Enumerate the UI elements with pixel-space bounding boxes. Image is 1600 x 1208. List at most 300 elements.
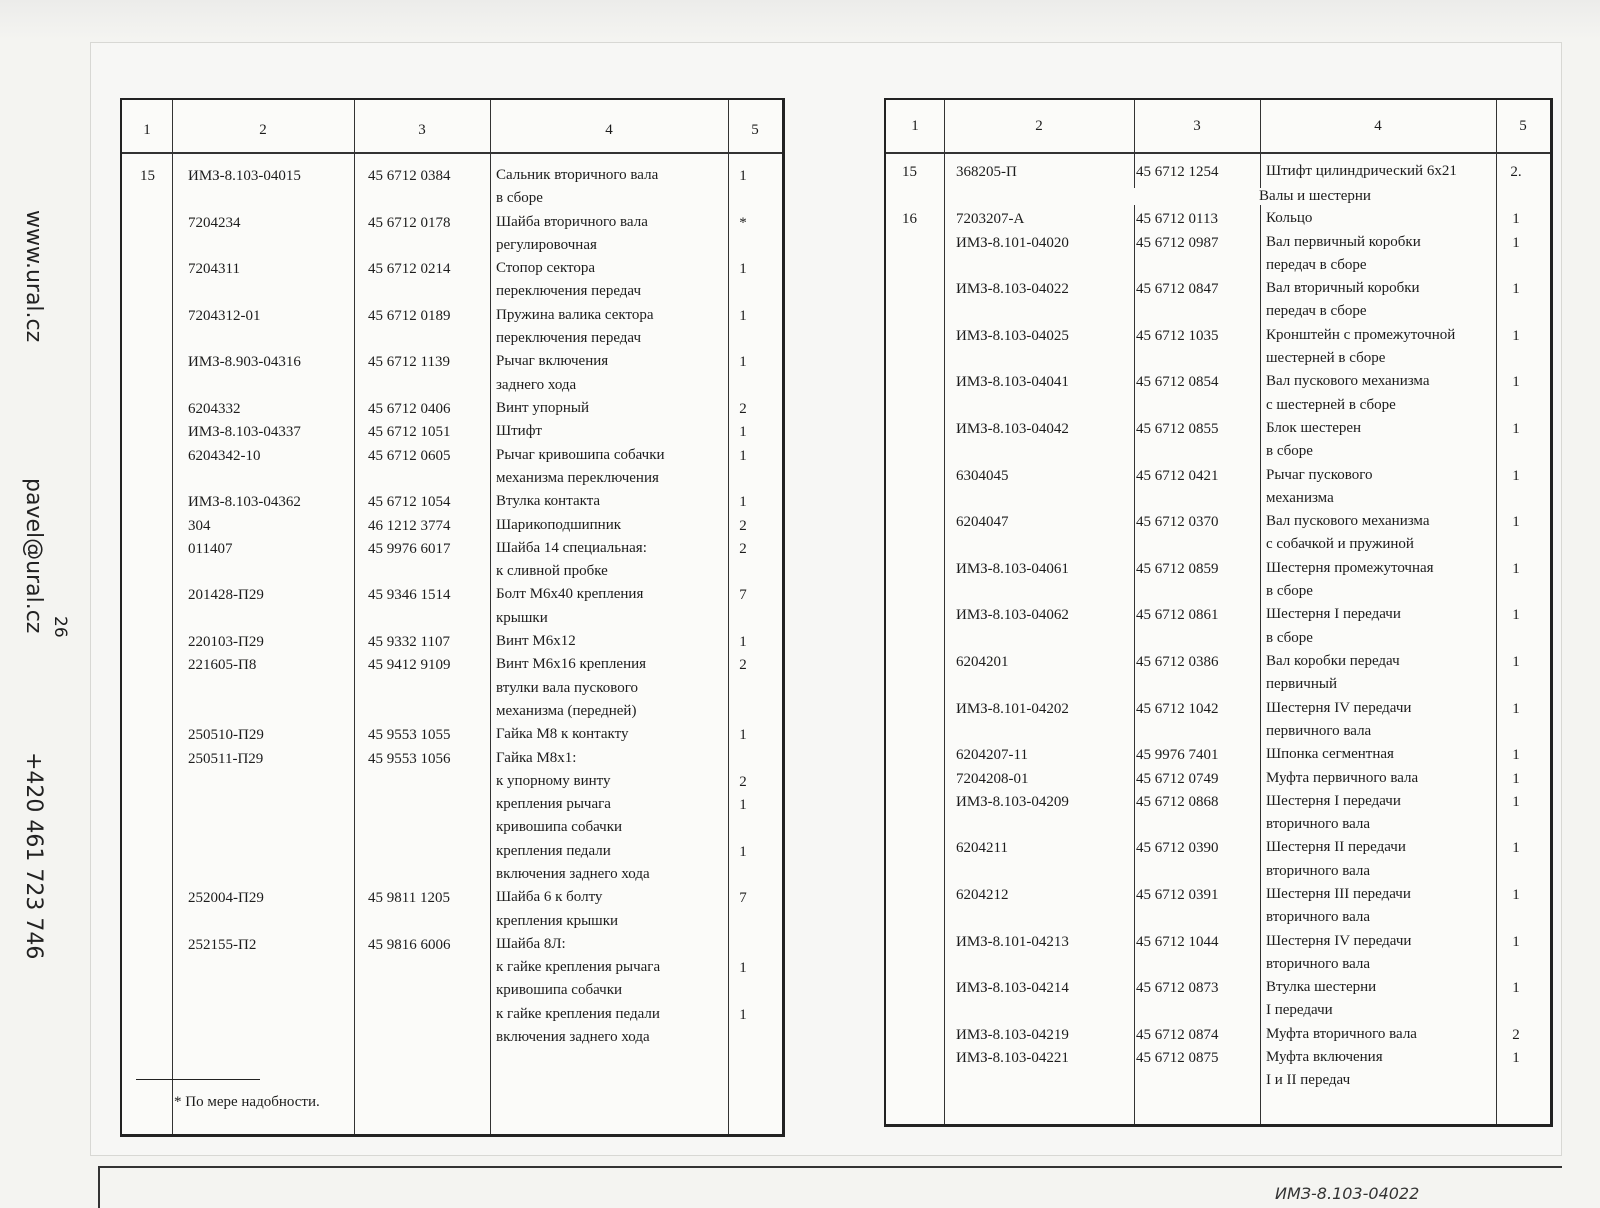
row-part-name-line: шестерней в сборе: [1266, 350, 1386, 367]
table-row: [886, 980, 1550, 1027]
row-okp-code: 45 6712 0749: [1136, 770, 1219, 787]
row-part-code: ИМЗ-8.103-04061: [956, 560, 1069, 577]
row-part-name-line: Втулка шестерни: [1266, 979, 1377, 996]
row-part-code: 6304045: [956, 467, 1009, 484]
footnote-text: * По мере надобности.: [174, 1094, 320, 1110]
table-row: [886, 421, 1550, 468]
row-part-name-line: Шайба 14 специальная:: [496, 539, 647, 556]
row-part-name-line: Гайка М8 к контакту: [496, 726, 629, 743]
row-part-name: [1266, 207, 1312, 230]
row-quantity: 1: [1512, 514, 1520, 531]
row-part-name-line: механизма: [1266, 489, 1334, 506]
row-part-name: [1266, 976, 1376, 1023]
row-part-name-line: I передачи: [1266, 1002, 1333, 1019]
row-okp-code: 45 6712 0605: [368, 447, 451, 464]
row-okp-code: 45 6712 0874: [1136, 1026, 1219, 1043]
row-part-code: ИМЗ-8.103-04221: [956, 1050, 1069, 1067]
row-quantity: 1: [1512, 374, 1520, 391]
table-row: [122, 634, 782, 657]
row-item-number: 16: [902, 211, 917, 228]
row-part-name: [1266, 370, 1429, 417]
header-col-5: 5: [751, 122, 759, 138]
section-title: Валы и шестерни: [1134, 188, 1496, 205]
row-part-name-line: Шайба 8Л:: [496, 935, 566, 952]
table-row: [886, 164, 1550, 187]
row-part-name-line: к упорному винту: [496, 772, 611, 789]
row-part-code: ИМЗ-8.103-04362: [188, 494, 301, 511]
scan-top-shade: [0, 0, 1600, 40]
row-quantity: 2: [739, 517, 747, 534]
row-part-name: [1266, 417, 1361, 464]
row-part-code: 7203207-А: [956, 211, 1025, 228]
row-okp-code: 45 6712 0113: [1136, 211, 1218, 228]
header-col-2: 2: [259, 122, 267, 138]
table-row: [122, 844, 782, 891]
row-part-code: 7204311: [188, 261, 240, 278]
row-part-name-line: Втулка контакта: [496, 493, 601, 510]
row-quantity: 2: [739, 540, 747, 557]
row-quantity: 1: [1512, 467, 1520, 484]
table-row: [122, 1007, 782, 1054]
row-part-name-line: Кронштейн с промежуточной: [1266, 326, 1456, 343]
row-part-name-line: крепления педали: [496, 842, 611, 859]
row-part-name-line: первичный: [1266, 676, 1337, 693]
row-part-name-line: Штифт: [496, 423, 542, 440]
row-item-number: 15: [902, 164, 917, 180]
table-row: [122, 727, 782, 750]
row-part-name-line: с собачкой и пружиной: [1266, 536, 1414, 553]
row-part-name-line: в сборе: [1266, 583, 1313, 600]
table-row: [122, 751, 782, 774]
table-row: [122, 797, 782, 844]
row-quantity: 1: [739, 960, 747, 977]
table-row: [886, 1027, 1550, 1050]
row-part-name-line: передач в сборе: [1266, 303, 1367, 320]
row-part-name: [496, 583, 643, 630]
row-quantity: 1: [1512, 747, 1520, 764]
row-part-name-line: крышки: [496, 609, 548, 626]
row-okp-code: 45 6712 1139: [368, 354, 450, 371]
row-part-name-line: Шестерня III передачи: [1266, 886, 1411, 902]
row-quantity: 1: [739, 797, 747, 814]
header-col-5: 5: [1519, 118, 1527, 134]
table-row: [122, 587, 782, 634]
row-part-name-line: Блок шестерен: [1266, 420, 1362, 436]
row-part-name-line: Муфта включения: [1266, 1049, 1383, 1066]
row-part-name: [1266, 767, 1418, 790]
table-row: [886, 235, 1550, 282]
header-col-4: 4: [1374, 118, 1382, 134]
row-part-name-line: Пружина валика сектора: [496, 306, 654, 323]
row-part-name-line: Шайба вторичного вала: [496, 213, 648, 230]
row-part-name: [1266, 324, 1455, 371]
row-part-name: [1266, 1023, 1417, 1046]
row-part-code: 250510-П29: [188, 727, 264, 744]
row-part-name: [1266, 277, 1420, 324]
row-part-name: [496, 886, 618, 933]
row-part-name: [1266, 930, 1411, 977]
row-part-name-line: в сборе: [1266, 629, 1313, 646]
table-row: [122, 960, 782, 1007]
phone-text: +420 461 723 746: [21, 752, 46, 960]
row-quantity: 1: [739, 727, 747, 744]
table-row: [122, 261, 782, 308]
row-part-name-line: вторичного вала: [1266, 955, 1371, 972]
row-quantity: 1: [1512, 607, 1520, 624]
table-row: [122, 168, 782, 215]
row-quantity: 1: [739, 634, 747, 650]
row-okp-code: 45 6712 0406: [368, 401, 451, 417]
row-part-name-line: I и II передач: [1266, 1072, 1351, 1089]
row-quantity: 1: [739, 494, 747, 511]
row-part-name: [496, 444, 665, 491]
row-part-code: ИМЗ-8.903-04316: [188, 354, 301, 371]
row-part-code: 250511-П29: [188, 750, 264, 767]
row-quantity: 1: [739, 1006, 747, 1023]
row-part-code: 6204047: [956, 514, 1009, 531]
table-row: [122, 774, 782, 797]
row-part-name: [1266, 1046, 1383, 1093]
row-part-name-line: с шестерней в сборе: [1266, 396, 1396, 413]
row-part-name: [496, 723, 628, 746]
row-part-code: 6204332: [188, 401, 241, 417]
row-part-name-line: Вал первичный коробки: [1266, 233, 1421, 250]
row-part-name-line: в сборе: [1266, 443, 1313, 460]
header-col-3: 3: [418, 122, 426, 138]
row-part-name: [496, 1003, 660, 1050]
row-part-name-line: к сливной пробке: [496, 563, 608, 580]
row-quantity: 1: [739, 354, 747, 371]
row-okp-code: 45 6712 0859: [1136, 560, 1219, 577]
row-part-name-line: вторичного вала: [1266, 862, 1371, 879]
row-okp-code: 45 6712 0861: [1136, 607, 1219, 624]
row-part-name-line: механизма (передней): [496, 702, 637, 719]
website-text[interactable]: www.ural.cz: [21, 210, 46, 343]
table-row: [886, 840, 1550, 887]
row-part-name-line: переключения передач: [496, 283, 642, 300]
row-okp-code: 45 9553 1055: [368, 727, 451, 744]
row-part-name-line: к гайке крепления педали: [496, 1005, 660, 1022]
row-okp-code: 45 6712 0384: [368, 168, 451, 184]
row-part-code: 6204212: [956, 887, 1009, 903]
row-okp-code: 45 9976 6017: [368, 540, 451, 557]
row-part-name: [1266, 790, 1401, 837]
row-okp-code: 45 6712 0875: [1136, 1050, 1219, 1067]
row-part-code: ИМЗ-8.101-04020: [956, 234, 1069, 251]
table-row: [886, 1050, 1550, 1097]
row-quantity: 1: [1512, 700, 1520, 717]
row-part-name: [496, 770, 611, 793]
table-row: [122, 401, 782, 424]
left-parts-table: [120, 98, 785, 1137]
row-quantity: 1: [739, 307, 747, 324]
row-okp-code: 45 6712 0391: [1136, 887, 1219, 903]
row-quantity: 2: [739, 773, 747, 790]
row-part-name-line: Вал коробки передач: [1266, 653, 1400, 669]
row-quantity: 1: [1512, 327, 1520, 344]
row-part-code: ИМЗ-8.103-04219: [956, 1026, 1069, 1043]
row-part-name-line: кривошипа собачки: [496, 819, 623, 836]
row-quantity: 1: [1512, 560, 1520, 577]
row-quantity: 1: [1512, 654, 1520, 670]
row-okp-code: 45 9816 6006: [368, 936, 451, 953]
row-okp-code: 45 6712 0370: [1136, 514, 1219, 531]
row-part-name-line: Вал вторичный коробки: [1266, 280, 1420, 297]
footnote-divider: [136, 1079, 260, 1080]
row-part-code: 201428-П29: [188, 587, 264, 604]
row-part-name-line: кривошипа собачки: [496, 982, 623, 999]
row-part-name: [496, 350, 608, 397]
row-part-name: [496, 793, 622, 840]
row-part-name: [1266, 650, 1400, 697]
row-part-code: 7204208-01: [956, 770, 1029, 787]
row-quantity: 1: [1512, 793, 1520, 810]
row-part-code: ИМЗ-8.103-04214: [956, 980, 1069, 997]
header-col-2: 2: [1035, 118, 1043, 134]
row-part-name-line: Стопор сектора: [496, 260, 596, 277]
row-part-name: [496, 630, 576, 653]
row-okp-code: 45 6712 1254: [1136, 164, 1219, 180]
row-part-code: 368205-П: [956, 164, 1017, 180]
row-part-name: [496, 490, 600, 513]
row-item-number: 15: [140, 168, 155, 184]
row-okp-code: 45 6712 0390: [1136, 840, 1219, 857]
row-part-name: [1266, 231, 1421, 278]
table-row: [122, 448, 782, 495]
row-quantity: 1: [1512, 933, 1520, 950]
table-row: [886, 328, 1550, 375]
row-part-name: [496, 211, 648, 258]
row-quantity: 1: [1512, 770, 1520, 787]
table-row: [122, 541, 782, 588]
row-part-code: 7204234: [188, 214, 241, 231]
table-row: [122, 494, 782, 517]
table-row: [886, 887, 1550, 934]
email-text[interactable]: pavel@ural.cz: [21, 478, 46, 634]
row-part-name: [496, 933, 566, 956]
row-part-name: [1266, 603, 1401, 650]
table-row: [886, 561, 1550, 608]
table-row: [122, 424, 782, 447]
row-part-code: 6204342-10: [188, 447, 261, 464]
row-okp-code: 45 6712 0847: [1136, 281, 1219, 298]
row-part-name-line: Вал пускового механизма: [1266, 513, 1430, 530]
table-row: [122, 308, 782, 355]
row-okp-code: 45 9412 9109: [368, 657, 451, 674]
row-part-name-line: переключения передач: [496, 330, 642, 347]
row-part-name-line: втулки вала пускового: [496, 679, 638, 696]
bottom-stamp: ИМЗ-8.103-04022: [1275, 1184, 1420, 1203]
row-part-name-line: включения заднего хода: [496, 1029, 650, 1046]
table-row: [886, 934, 1550, 981]
row-part-code: ИМЗ-8.103-04015: [188, 168, 301, 184]
row-part-code: ИМЗ-8.101-04213: [956, 933, 1069, 950]
row-quantity: 2: [1512, 1026, 1520, 1043]
row-part-name-line: Винт М6х16 крепления: [496, 656, 647, 673]
table-row: [122, 937, 782, 960]
row-part-code: 011407: [188, 540, 233, 557]
row-part-name-line: Муфта первичного вала: [1266, 769, 1419, 786]
row-part-name-line: крепления рычага: [496, 796, 611, 813]
row-quantity: 1: [1512, 980, 1520, 997]
row-okp-code: 45 6712 0214: [368, 261, 451, 278]
table-row: [886, 281, 1550, 328]
row-part-name-line: Штифт цилиндрический 6х21: [1266, 163, 1457, 179]
row-quantity: 1: [1512, 887, 1520, 903]
row-okp-code: 45 6712 1051: [368, 424, 451, 441]
row-okp-code: 45 9976 7401: [1136, 747, 1219, 764]
row-quantity: 1: [1512, 1050, 1520, 1067]
row-part-name-line: включения заднего хода: [496, 865, 650, 882]
row-part-name-line: регулировочная: [496, 236, 597, 253]
row-quantity: 1: [739, 424, 747, 441]
row-part-name-line: Шпонка сегментная: [1266, 746, 1394, 763]
row-part-code: 6204207-11: [956, 747, 1028, 764]
table-row: [886, 794, 1550, 841]
table-row: [886, 211, 1550, 234]
row-okp-code: 45 9332 1107: [368, 634, 450, 650]
table-row: [886, 468, 1550, 515]
row-okp-code: 45 6712 0987: [1136, 234, 1219, 251]
row-okp-code: 45 9346 1514: [368, 587, 451, 604]
row-okp-code: 45 6712 0855: [1136, 421, 1219, 437]
header-col-1: 1: [911, 118, 919, 134]
row-part-name: [1266, 743, 1394, 766]
row-quantity: 2: [739, 657, 747, 674]
table-row: [886, 654, 1550, 701]
row-part-name: [1266, 557, 1434, 604]
row-part-name-line: Шестерня промежуточная: [1266, 559, 1434, 576]
row-quantity: 1: [1512, 211, 1520, 228]
row-quantity: 1: [739, 447, 747, 464]
row-okp-code: 45 6712 0189: [368, 307, 451, 324]
row-part-name-line: первичного вала: [1266, 722, 1372, 739]
row-part-name-line: механизма переключения: [496, 469, 659, 486]
row-part-name-line: Гайка М8х1:: [496, 749, 577, 766]
row-part-name-line: Шайба 6 к болту: [496, 889, 603, 906]
row-part-name: [1266, 464, 1373, 511]
row-okp-code: 45 6712 0178: [368, 214, 451, 231]
row-okp-code: 45 6712 0868: [1136, 793, 1219, 810]
table-row: [122, 890, 782, 937]
row-part-name-line: Рычаг пускового: [1266, 466, 1373, 483]
row-part-name: [1266, 836, 1406, 883]
row-part-name-line: Шестерня I передачи: [1266, 792, 1401, 809]
row-part-name-line: Сальник вторичного вала: [496, 167, 659, 183]
table-row: [886, 701, 1550, 748]
row-part-name-line: в сборе: [496, 190, 543, 207]
row-part-name: [496, 164, 658, 211]
row-part-code: 304: [188, 517, 211, 534]
row-part-code: 252155-П2: [188, 936, 257, 953]
row-quantity: 1: [1512, 234, 1520, 251]
row-okp-code: 45 6712 1054: [368, 494, 451, 511]
header-col-1: 1: [143, 122, 151, 138]
row-part-name: [1266, 883, 1411, 930]
row-part-name-line: заднего хода: [496, 376, 577, 393]
row-part-name: [496, 956, 660, 1003]
row-part-name: [496, 653, 646, 723]
row-part-code: 252004-П29: [188, 890, 264, 907]
header-col-3: 3: [1193, 118, 1201, 134]
row-part-name: [496, 304, 654, 351]
row-quantity: 1: [1512, 281, 1520, 298]
row-part-code: ИМЗ-8.103-04042: [956, 421, 1069, 437]
row-part-name-line: Шестерня IV передачи: [1266, 699, 1412, 716]
row-part-code: ИМЗ-8.103-04337: [188, 424, 301, 441]
row-quantity: 1: [1512, 840, 1520, 857]
row-part-code: ИМЗ-8.103-04209: [956, 793, 1069, 810]
row-part-name: [496, 537, 647, 584]
row-part-name: [1266, 160, 1457, 183]
row-part-name-line: Муфта вторичного вала: [1266, 1025, 1417, 1042]
table-row: [122, 215, 782, 262]
row-okp-code: 46 1212 3774: [368, 517, 451, 534]
right-parts-table: [884, 98, 1553, 1127]
row-part-name-line: передач в сборе: [1266, 256, 1367, 273]
row-quantity: 7: [739, 587, 747, 604]
row-part-code: ИМЗ-8.103-04041: [956, 374, 1069, 391]
table-row: [122, 657, 782, 727]
row-part-name-line: Шарикоподшипник: [496, 516, 622, 533]
row-okp-code: 45 6712 0854: [1136, 374, 1219, 391]
row-part-name: [496, 397, 589, 420]
row-okp-code: 45 6712 0386: [1136, 654, 1219, 670]
table-row: [886, 514, 1550, 561]
row-okp-code: 45 9553 1056: [368, 750, 451, 767]
row-part-name: [496, 514, 621, 537]
row-quantity: 1: [739, 261, 747, 278]
row-quantity: 2.: [1510, 164, 1522, 180]
row-okp-code: 45 6712 1042: [1136, 700, 1219, 717]
table-row: [886, 607, 1550, 654]
row-part-code: ИМЗ-8.101-04202: [956, 700, 1069, 717]
row-part-name-line: крепления крышки: [496, 912, 619, 929]
row-part-name-line: вторичного вала: [1266, 816, 1371, 833]
row-okp-code: 45 6712 1035: [1136, 327, 1219, 344]
row-okp-code: 45 6712 0873: [1136, 980, 1219, 997]
row-quantity: 2: [739, 401, 747, 417]
row-part-name: [1266, 697, 1411, 744]
row-part-code: 6204201: [956, 654, 1009, 670]
row-quantity: 1: [739, 843, 747, 860]
table-row: [122, 354, 782, 401]
page-number: 26: [50, 616, 70, 638]
row-okp-code: 45 6712 1044: [1136, 933, 1219, 950]
row-part-name-line: Рычаг включения: [496, 353, 609, 370]
row-part-code: ИМЗ-8.103-04025: [956, 327, 1069, 344]
row-okp-code: 45 9811 1205: [368, 890, 450, 907]
table-row: [886, 771, 1550, 794]
row-part-name-line: вторичного вала: [1266, 909, 1371, 926]
row-part-name-line: Винт упорный: [496, 400, 590, 416]
row-part-name: [496, 257, 641, 304]
row-part-name-line: Шестерня II передачи: [1266, 839, 1406, 856]
row-part-code: 7204312-01: [188, 307, 261, 324]
table-row: [122, 518, 782, 541]
row-part-name: [1266, 510, 1429, 557]
row-part-name-line: Шестерня IV передачи: [1266, 932, 1412, 949]
row-quantity: 1: [1512, 421, 1520, 437]
row-part-code: 221605-П8: [188, 657, 257, 674]
row-part-name: [496, 747, 576, 770]
row-quantity: 7: [739, 890, 747, 907]
row-part-name-line: Болт М6х40 крепления: [496, 586, 644, 603]
row-part-name-line: Рычаг кривошипа собачки: [496, 446, 665, 463]
row-okp-code: 45 6712 0421: [1136, 467, 1219, 484]
row-part-name-line: к гайке крепления рычага: [496, 959, 661, 976]
row-part-code: 6204211: [956, 840, 1008, 857]
